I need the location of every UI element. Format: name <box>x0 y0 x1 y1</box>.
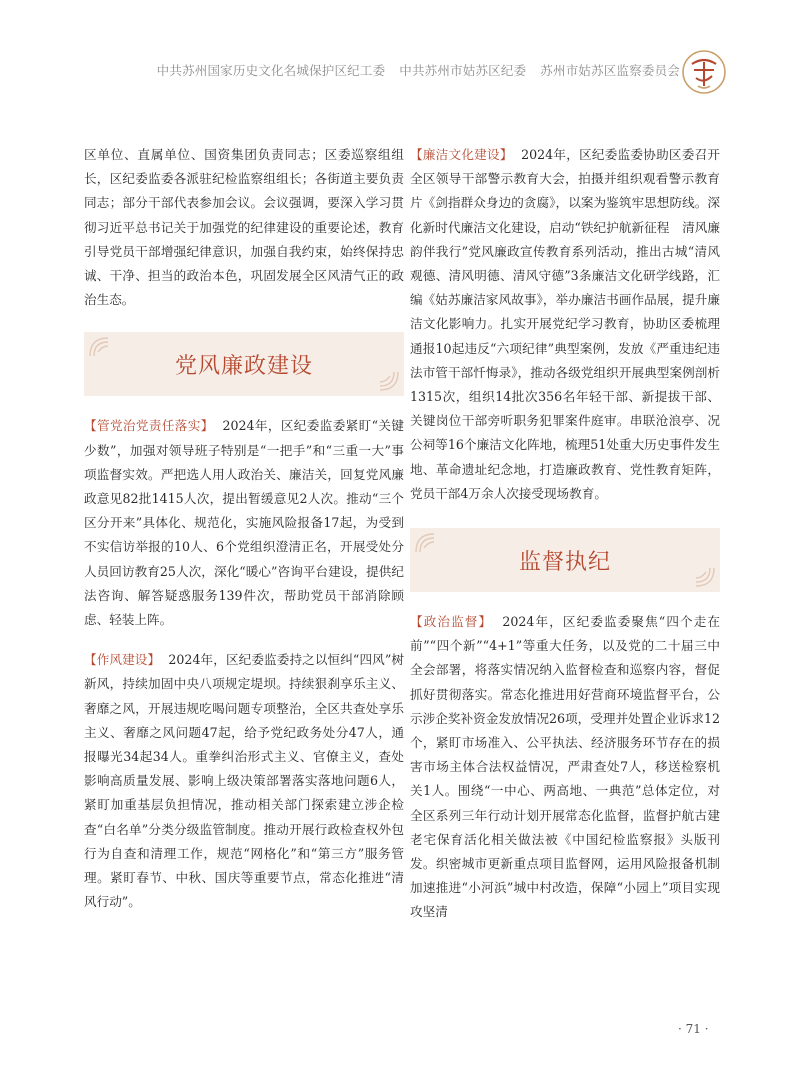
left-column <box>84 143 404 914</box>
corner-ornament-icon <box>88 336 128 376</box>
paragraph-political-supervision <box>410 610 720 925</box>
section-title: 党风廉政建设 <box>174 353 313 379</box>
page-number: · 71 · <box>678 1022 709 1036</box>
paragraph-body: 2024年，区纪委监委聚焦“四个走在前”“四个新”“4+1”等重大任务，以及党的二十届三中全会部署，将落实情况纳入监督检查和巡察内容，督促抓好贯彻落实。常态化推进用好营商环境监督平台，公示涉企奖补资金发放情况26项，受理并处置企业诉求12个，紧盯市场准入、公平执法、经济服务环节存在的损害市场主体合法权益情况，严肃查处7人，移送检察机关1人。围绕“一中心、两高地、一典范”总体定位，对全区系列三年行动计划开展常态化监督，监督护航古建老宅保育活化相关做法被《中国纪检监察报》头版刊发。织密城市更新重点项目监督网，运用风险报备机制加速推进“小河浜”城中村改造，保障“小园上”项目实现攻坚清 <box>410 614 720 920</box>
running-header <box>0 52 680 88</box>
intro-paragraph: 区单位、直属单位、国资集团负责同志；区委巡察组组长，区纪委监委各派驻纪检监察组组长；各街道主要负责同志；部分干部代表参加会议。会议强调，要深入学习贯彻习近平总书记关于加强党的纪律建设的重要论述，教育引导党员干部增强纪律意识，加强自我约束，始终保持忠诚、干净、担当的政治本色，巩固发展全区风清气正的政治生态。 <box>84 147 404 308</box>
paragraph-body: 2024年，区纪委监委协助区委召开全区领导干部警示教育大会，拍摄并组织观看警示教育片《剑指群众身边的贪腐》，以案为鉴筑牢思想防线。深化新时代廉洁文化建设，启动“铁纪护航新征程 清风廉韵伴我行”党风廉政宣传教育系列活动，推出古城“清风观德、清风明德、清风守德”3条廉洁文化研学线路，汇编《姑苏廉洁家风故事》，举办廉洁书画作品展，提升廉洁文化影响力。扎实开展党纪学习教育，协助区委梳理通报10起违反“六项纪律”典型案例，发放《严重违纪违法市管干部忏悔录》，推动各级党组织开展典型案例剖析1315次，组织14批次356名年轻干部、新提拔干部、关键岗位干部旁听职务犯罪案件庭审。串联沧浪亭、况公祠等16个廉洁文化阵地，梳理51处重大历史事件发生地、革命遗址纪念地，打造廉政教育、党性教育矩阵，党员干部4万余人次接受现场教育。 <box>410 147 720 501</box>
paragraph-body: 2024年，区纪委监委持之以恒纠“四风”树新风，持续加固中央八项规定堤坝。持续狠刹享乐主义、奢靡之风，开展违规吃喝问题专项整治，全区共查处享乐主义、奢靡之风问题47起，给予党纪政务处分47人，通报曝光34起34人。重拳纠治形式主义、官僚主义，查处影响高质量发展、影响上级决策部署落实落地问题6人，紧盯加重基层负担情况，推动相关部门探索建立涉企检查“白名单”分类分级监管制度。推动开展行政检查权外包行为自查和清理工作，规范“网格化”和“第三方”服务管理。紧盯春节、中秋、国庆等重要节点，常态化推进“清风行动”。 <box>84 652 404 910</box>
corner-ornament-icon <box>360 352 400 392</box>
section-header-supervision <box>410 528 720 592</box>
paragraph-tag: 【管党治党责任落实】 <box>84 418 214 434</box>
stylized-character-logo-icon <box>680 48 728 96</box>
corner-ornament-icon <box>414 532 454 572</box>
header-org-2: 中共苏州市姑苏区纪委 <box>399 63 527 78</box>
header-org-3: 苏州市姑苏区监察委员会 <box>540 63 680 78</box>
paragraph-work-style <box>84 648 404 914</box>
paragraph-tag: 【廉洁文化建设】 <box>410 147 513 162</box>
header-org-1: 中共苏州国家历史文化名城保护区纪工委 <box>156 63 386 78</box>
right-column <box>410 143 720 925</box>
corner-ornament-icon <box>676 548 716 588</box>
section-header-party-integrity <box>84 332 404 396</box>
section-title: 监督执纪 <box>518 549 611 575</box>
paragraph-party-responsibility <box>84 414 404 632</box>
paragraph-integrity-culture <box>410 143 720 506</box>
paragraph-body: 2024年，区纪委监委紧盯“关键少数”，加强对领导班子特别是“一把手”和“三重一大”事项监督实效。严把选人用人政治关、廉洁关，回复党风廉政意见82批1415人次，提出暂缓意见2人次。推动“三个区分开来”具体化、规范化，实施风险报备17起，为受到不实信访举报的10人、6个党组织澄清正名，开展受处分人员回访教育25人次，深化“暖心”咨询平台建设，提供纪法咨询、解答疑惑服务139件次，帮助党员干部消除顾虑、轻装上阵。 <box>84 418 404 628</box>
paragraph-tag: 【作风建设】 <box>84 652 161 668</box>
paragraph-tag: 【政治监督】 <box>410 614 493 630</box>
